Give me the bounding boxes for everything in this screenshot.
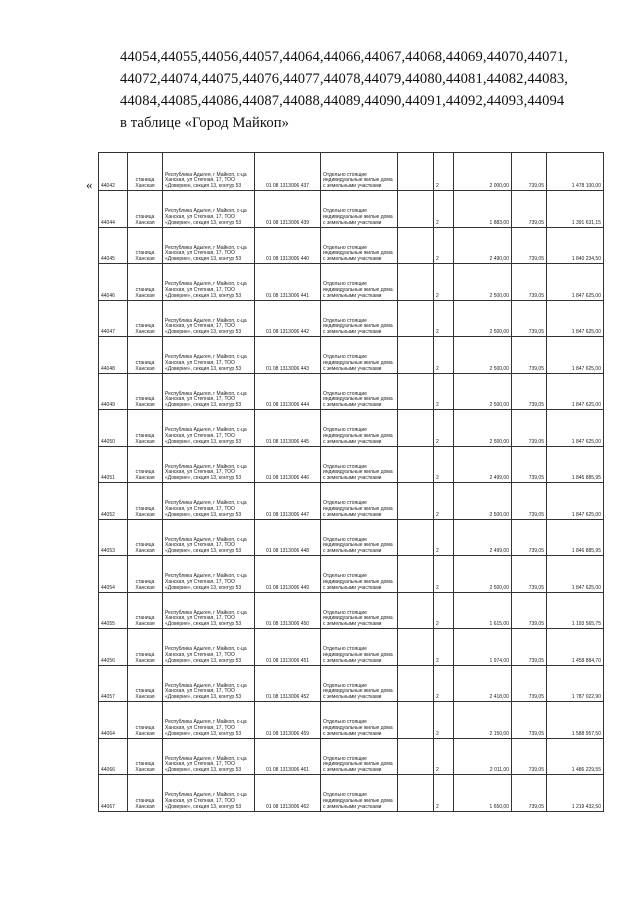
specific-value-cell: 739,05	[512, 410, 547, 447]
land-use-type-cell: Отдельно стоящие индивидуальные жилые дома с земельными участками	[321, 264, 398, 301]
area-cell: 2 500,00	[454, 337, 512, 374]
header-line: 44072,44074,44075,44076,44077,44078,44079,44080,44081,44082,44083,	[120, 71, 569, 87]
group-number-cell: 2	[434, 153, 454, 191]
registry-number: 44046	[99, 264, 128, 301]
cadastral-number-cell: 01 08 1313006 439	[255, 191, 321, 228]
area-cell: 2 418,00	[454, 665, 512, 702]
group-number-cell: 2	[434, 592, 454, 629]
group-number-cell: 2	[434, 337, 454, 374]
address-cell: Республика Адыгея, г Майкоп, с-ца Ханская, ул Степная, 17, ТОО «Доверие», секция 13, контур 53	[163, 300, 255, 337]
land-use-type-cell: Отдельно стоящие индивидуальные жилые дома с земельными участками	[321, 446, 398, 483]
cadastral-value-cell: 1 847 625,00	[547, 410, 604, 447]
registry-number: 44066	[99, 738, 128, 775]
registry-number: 44055	[99, 592, 128, 629]
table-row	[99, 264, 604, 301]
land-use-type-cell: Отдельно стоящие индивидуальные жилые дома с земельными участками	[321, 227, 398, 264]
registry-number: 44051	[99, 446, 128, 483]
table-row	[99, 410, 604, 447]
area-cell: 2 500,00	[454, 373, 512, 410]
address-cell: Республика Адыгея, г Майкоп, с-ца Ханская, ул Степная, 17, ТОО «Доверие», секция 13, контур 53	[163, 227, 255, 264]
group-number-cell: 2	[434, 227, 454, 264]
group-number-cell: 2	[434, 373, 454, 410]
header-line: 44054,44055,44056,44057,44064,44066,44067,44068,44069,44070,44071,	[120, 49, 569, 65]
group-number-cell: 2	[434, 410, 454, 447]
land-use-type-cell: Отдельно стоящие индивидуальные жилые дома с земельными участками	[321, 300, 398, 337]
empty-cell	[398, 738, 434, 775]
group-number-cell: 2	[434, 702, 454, 739]
settlement-cell: станица Ханская	[128, 410, 163, 447]
land-use-type-cell: Отдельно стоящие индивидуальные жилые дома с земельными участками	[321, 665, 398, 702]
table-row	[99, 153, 604, 191]
empty-cell	[398, 264, 434, 301]
cadastral-number-cell: 01 08 1313006 461	[255, 738, 321, 775]
address-cell: Республика Адыгея, г Майкоп, с-ца Ханская, ул Степная, 17, ТОО «Доверие», секция 13, контур 53	[163, 592, 255, 629]
area-cell: 2 500,00	[454, 300, 512, 337]
address-cell: Республика Адыгея, г Майкоп, с-ца Ханская, ул Степная, 17, ТОО «Доверие», секция 13, контур 53	[163, 410, 255, 447]
table-row	[99, 337, 604, 374]
empty-cell	[398, 373, 434, 410]
table-row	[99, 629, 604, 666]
specific-value-cell: 739,05	[512, 300, 547, 337]
address-cell: Республика Адыгея, г Майкоп, с-ца Ханская, ул Степная, 17, ТОО «Доверие», секция 13, контур 53	[163, 702, 255, 739]
table-row	[99, 191, 604, 228]
cadastral-value-cell: 1 846 885,95	[547, 446, 604, 483]
specific-value-cell: 739,05	[512, 227, 547, 264]
cadastral-number-cell: 01 08 1313006 450	[255, 592, 321, 629]
settlement-cell: станица Ханская	[128, 775, 163, 812]
table-row	[99, 775, 604, 812]
specific-value-cell: 739,05	[512, 264, 547, 301]
settlement-cell: станица Ханская	[128, 191, 163, 228]
specific-value-cell: 739,05	[512, 556, 547, 593]
table-row	[99, 446, 604, 483]
empty-cell	[398, 483, 434, 520]
area-cell: 2 500,00	[454, 556, 512, 593]
group-number-cell: 2	[434, 300, 454, 337]
registry-number: 44052	[99, 483, 128, 520]
registry-number: 44054	[99, 556, 128, 593]
cadastral-value-cell: 1 458 884,70	[547, 629, 604, 666]
land-use-type-cell: Отдельно стоящие индивидуальные жилые дома с земельными участками	[321, 410, 398, 447]
header-line: 44084,44085,44086,44087,44088,44089,44090,44091,44092,44093,44094	[120, 93, 565, 109]
group-number-cell: 2	[434, 446, 454, 483]
group-number-cell: 2	[434, 665, 454, 702]
settlement-cell: станица Ханская	[128, 264, 163, 301]
cadastral-number-cell: 01 08 1313006 442	[255, 300, 321, 337]
area-cell: 2 011,00	[454, 738, 512, 775]
table-row	[99, 665, 604, 702]
settlement-cell: станица Ханская	[128, 519, 163, 556]
group-number-cell: 2	[434, 556, 454, 593]
table-row	[99, 592, 604, 629]
table-row	[99, 556, 604, 593]
address-cell: Республика Адыгея, г Майкоп, с-ца Ханская, ул Степная, 17, ТОО «Доверие», секция 13, контур 53	[163, 373, 255, 410]
cadastral-value-cell: 1 219 432,50	[547, 775, 604, 812]
group-number-cell: 2	[434, 264, 454, 301]
table-row	[99, 483, 604, 520]
land-use-type-cell: Отдельно стоящие индивидуальные жилые дома с земельными участками	[321, 483, 398, 520]
registry-number: 44045	[99, 227, 128, 264]
opening-quote-mark: «	[86, 177, 93, 192]
empty-cell	[398, 337, 434, 374]
cadastral-number-cell: 01 08 1313006 446	[255, 446, 321, 483]
empty-cell	[398, 629, 434, 666]
empty-cell	[398, 446, 434, 483]
specific-value-cell: 739,05	[512, 738, 547, 775]
empty-cell	[398, 410, 434, 447]
land-use-type-cell: Отдельно стоящие индивидуальные жилые дома с земельными участками	[321, 373, 398, 410]
group-number-cell: 2	[434, 191, 454, 228]
specific-value-cell: 739,05	[512, 153, 547, 191]
area-cell: 2 500,00	[454, 410, 512, 447]
settlement-cell: станица Ханская	[128, 483, 163, 520]
registry-number: 44067	[99, 775, 128, 812]
empty-cell	[398, 227, 434, 264]
land-use-type-cell: Отдельно стоящие индивидуальные жилые дома с земельными участками	[321, 738, 398, 775]
address-cell: Республика Адыгея, г Майкоп, с-ца Ханская, ул Степная, 17, ТОО «Доверие», секция 13, контур 53	[163, 483, 255, 520]
land-use-type-cell: Отдельно стоящие индивидуальные жилые дома с земельными участками	[321, 702, 398, 739]
cadastral-number-cell: 01 08 1313006 445	[255, 410, 321, 447]
settlement-cell: станица Ханская	[128, 556, 163, 593]
settlement-cell: станица Ханская	[128, 227, 163, 264]
settlement-cell: станица Ханская	[128, 738, 163, 775]
area-cell: 2 490,00	[454, 227, 512, 264]
group-number-cell: 2	[434, 519, 454, 556]
cadastral-number-cell: 01 08 1313006 441	[255, 264, 321, 301]
empty-cell	[398, 519, 434, 556]
registry-number: 44064	[99, 702, 128, 739]
table-row	[99, 373, 604, 410]
registry-number: 44042	[99, 153, 128, 191]
table-row	[99, 738, 604, 775]
cadastral-number-cell: 01 08 1313006 443	[255, 337, 321, 374]
cadastral-value-cell: 1 847 625,00	[547, 264, 604, 301]
group-number-cell: 2	[434, 738, 454, 775]
land-use-type-cell: Отдельно стоящие индивидуальные жилые дома с земельными участками	[321, 556, 398, 593]
area-cell: 2 150,00	[454, 702, 512, 739]
settlement-cell: станица Ханская	[128, 629, 163, 666]
cadastral-value-cell: 1 486 229,55	[547, 738, 604, 775]
settlement-cell: станица Ханская	[128, 702, 163, 739]
address-cell: Республика Адыгея, г Майкоп, с-ца Ханская, ул Степная, 17, ТОО «Доверие», секция 13, контур 53	[163, 191, 255, 228]
table-row	[99, 227, 604, 264]
table-row	[99, 300, 604, 337]
address-cell: Республика Адыгея, г Майкоп, с-ца Ханская, ул Степная, 17, ТОО «Доверие», секция 13, контур 53	[163, 665, 255, 702]
specific-value-cell: 739,05	[512, 446, 547, 483]
land-use-type-cell: Отдельно стоящие индивидуальные жилые дома с земельными участками	[321, 629, 398, 666]
registry-number: 44050	[99, 410, 128, 447]
cadastral-value-cell: 1 391 631,15	[547, 191, 604, 228]
registry-number: 44044	[99, 191, 128, 228]
document-header	[120, 46, 620, 134]
area-cell: 2 499,00	[454, 519, 512, 556]
area-cell: 2 500,00	[454, 483, 512, 520]
cadastral-value-cell: 1 847 625,00	[547, 373, 604, 410]
land-use-type-cell: Отдельно стоящие индивидуальные жилые дома с земельными участками	[321, 153, 398, 191]
registry-number: 44047	[99, 300, 128, 337]
empty-cell	[398, 665, 434, 702]
registry-number: 44049	[99, 373, 128, 410]
settlement-cell: станица Ханская	[128, 337, 163, 374]
table-row	[99, 519, 604, 556]
address-cell: Республика Адыгея, г Майкоп, с-ца Ханская, ул Степная, 17, ТОО «Доверие», секция 13, контур 53	[163, 738, 255, 775]
cadastral-value-cell: 1 846 885,95	[547, 519, 604, 556]
empty-cell	[398, 775, 434, 812]
settlement-cell: станица Ханская	[128, 592, 163, 629]
specific-value-cell: 739,05	[512, 592, 547, 629]
settlement-cell: станица Ханская	[128, 153, 163, 191]
address-cell: Республика Адыгея, г Майкоп, с-ца Ханская, ул Степная, 17, ТОО «Довериен, секция 13, контур 53	[163, 153, 255, 191]
area-cell: 2 499,00	[454, 446, 512, 483]
land-use-type-cell: Отдельно стоящие индивидуальные жилые дома с земельными участками	[321, 191, 398, 228]
cadastral-value-cell: 1 847 625,00	[547, 483, 604, 520]
address-cell: Республика Адыгея, г Майкоп, с-ца Ханская, ул Степная, 17, ТОО «Доверие», секция 13, контур 53	[163, 337, 255, 374]
specific-value-cell: 739,05	[512, 702, 547, 739]
specific-value-cell: 739,05	[512, 519, 547, 556]
land-use-type-cell: Отдельно стоящие индивидуальные жилые дома с земельными участками	[321, 519, 398, 556]
cadastral-value-cell: 1 588 957,50	[547, 702, 604, 739]
cadastral-number-cell: 01 08 1313006 437	[255, 153, 321, 191]
table-row	[99, 702, 604, 739]
cadastral-value-cell: 1 847 625,00	[547, 556, 604, 593]
cadastral-number-cell: 01 08 1313006 459	[255, 702, 321, 739]
address-cell: Республика Адыгея, г Майкоп, с-ца Ханская, ул Степная, 17, ТОО «Доверие», секция 13, контур 53	[163, 519, 255, 556]
specific-value-cell: 739,05	[512, 629, 547, 666]
cadastral-value-cell: 1 847 625,00	[547, 300, 604, 337]
cadastral-number-cell: 01 08 1313006 447	[255, 483, 321, 520]
land-use-type-cell: Отдельно стоящие индивидуальные жилые дома с земельными участками	[321, 592, 398, 629]
cadastral-value-cell: 1 840 234,50	[547, 227, 604, 264]
cadastral-value-cell: 1 193 565,75	[547, 592, 604, 629]
area-cell: 2 500,00	[454, 264, 512, 301]
settlement-cell: станица Ханская	[128, 665, 163, 702]
cadastral-value-cell: 1 787 022,90	[547, 665, 604, 702]
cadastral-number-cell: 01 08 1313006 462	[255, 775, 321, 812]
area-cell: 1 883,00	[454, 191, 512, 228]
cadastral-number-cell: 01 08 1313006 451	[255, 629, 321, 666]
empty-cell	[398, 702, 434, 739]
cadastral-number-cell: 01 08 1313006 448	[255, 519, 321, 556]
specific-value-cell: 739,05	[512, 337, 547, 374]
registry-number: 44057	[99, 665, 128, 702]
cadastral-value-cell: 1 847 625,00	[547, 337, 604, 374]
address-cell: Республика Адыгея, г Майкоп, с-ца Ханская, ул Степная, 17, ТОО «Доверие», секция 13, контур 53	[163, 446, 255, 483]
empty-cell	[398, 153, 434, 191]
empty-cell	[398, 191, 434, 228]
group-number-cell: 2	[434, 775, 454, 812]
registry-number: 44053	[99, 519, 128, 556]
specific-value-cell: 739,05	[512, 191, 547, 228]
specific-value-cell: 739,05	[512, 775, 547, 812]
cadastral-number-cell: 01 08 1313006 452	[255, 665, 321, 702]
empty-cell	[398, 592, 434, 629]
settlement-cell: станица Ханская	[128, 446, 163, 483]
cadastral-number-cell: 01 08 1313006 440	[255, 227, 321, 264]
address-cell: Республика Адыгея, г Майкоп, с-ца Ханская, ул Степная, 17, ТОО «Доверие», секция 13, контур 53	[163, 775, 255, 812]
land-use-type-cell: Отдельно стоящие индивидуальные жилые дома с земельными участками	[321, 337, 398, 374]
area-cell: 2 000,00	[454, 153, 512, 191]
specific-value-cell: 739,05	[512, 373, 547, 410]
address-cell: Республика Адыгея, г Майкоп, с-ца Ханская, ул Степная, 17, ТОО «Доверие», секция 13, контур 53	[163, 556, 255, 593]
registry-table	[98, 152, 604, 812]
cadastral-value-cell: 1 478 100,00	[547, 153, 604, 191]
area-cell: 1 974,00	[454, 629, 512, 666]
specific-value-cell: 739,05	[512, 665, 547, 702]
address-cell: Республика Адыгея, г Майкоп, с-ца Ханская, ул Степная, 17, ТОО «Доверие», секция 13, контур 53	[163, 264, 255, 301]
address-cell: Республика Адыгея, г Майкоп, с-ца Ханская, ул Степная, 17, ТОО «Доверие», секция 13, контур 53	[163, 629, 255, 666]
land-use-type-cell: Отдельно стоящие индивидуальные жилые дома с земельными участками	[321, 775, 398, 812]
specific-value-cell: 739,05	[512, 483, 547, 520]
empty-cell	[398, 300, 434, 337]
group-number-cell: 2	[434, 629, 454, 666]
area-cell: 1 650,00	[454, 775, 512, 812]
cadastral-number-cell: 01 08 1313006 449	[255, 556, 321, 593]
empty-cell	[398, 556, 434, 593]
settlement-cell: станица Ханская	[128, 300, 163, 337]
area-cell: 1 615,00	[454, 592, 512, 629]
settlement-cell: станица Ханская	[128, 373, 163, 410]
header-line: в таблице «Город Майкоп»	[120, 115, 290, 131]
group-number-cell: 2	[434, 483, 454, 520]
registry-number: 44048	[99, 337, 128, 374]
cadastral-number-cell: 01 08 1313006 444	[255, 373, 321, 410]
registry-number: 44056	[99, 629, 128, 666]
